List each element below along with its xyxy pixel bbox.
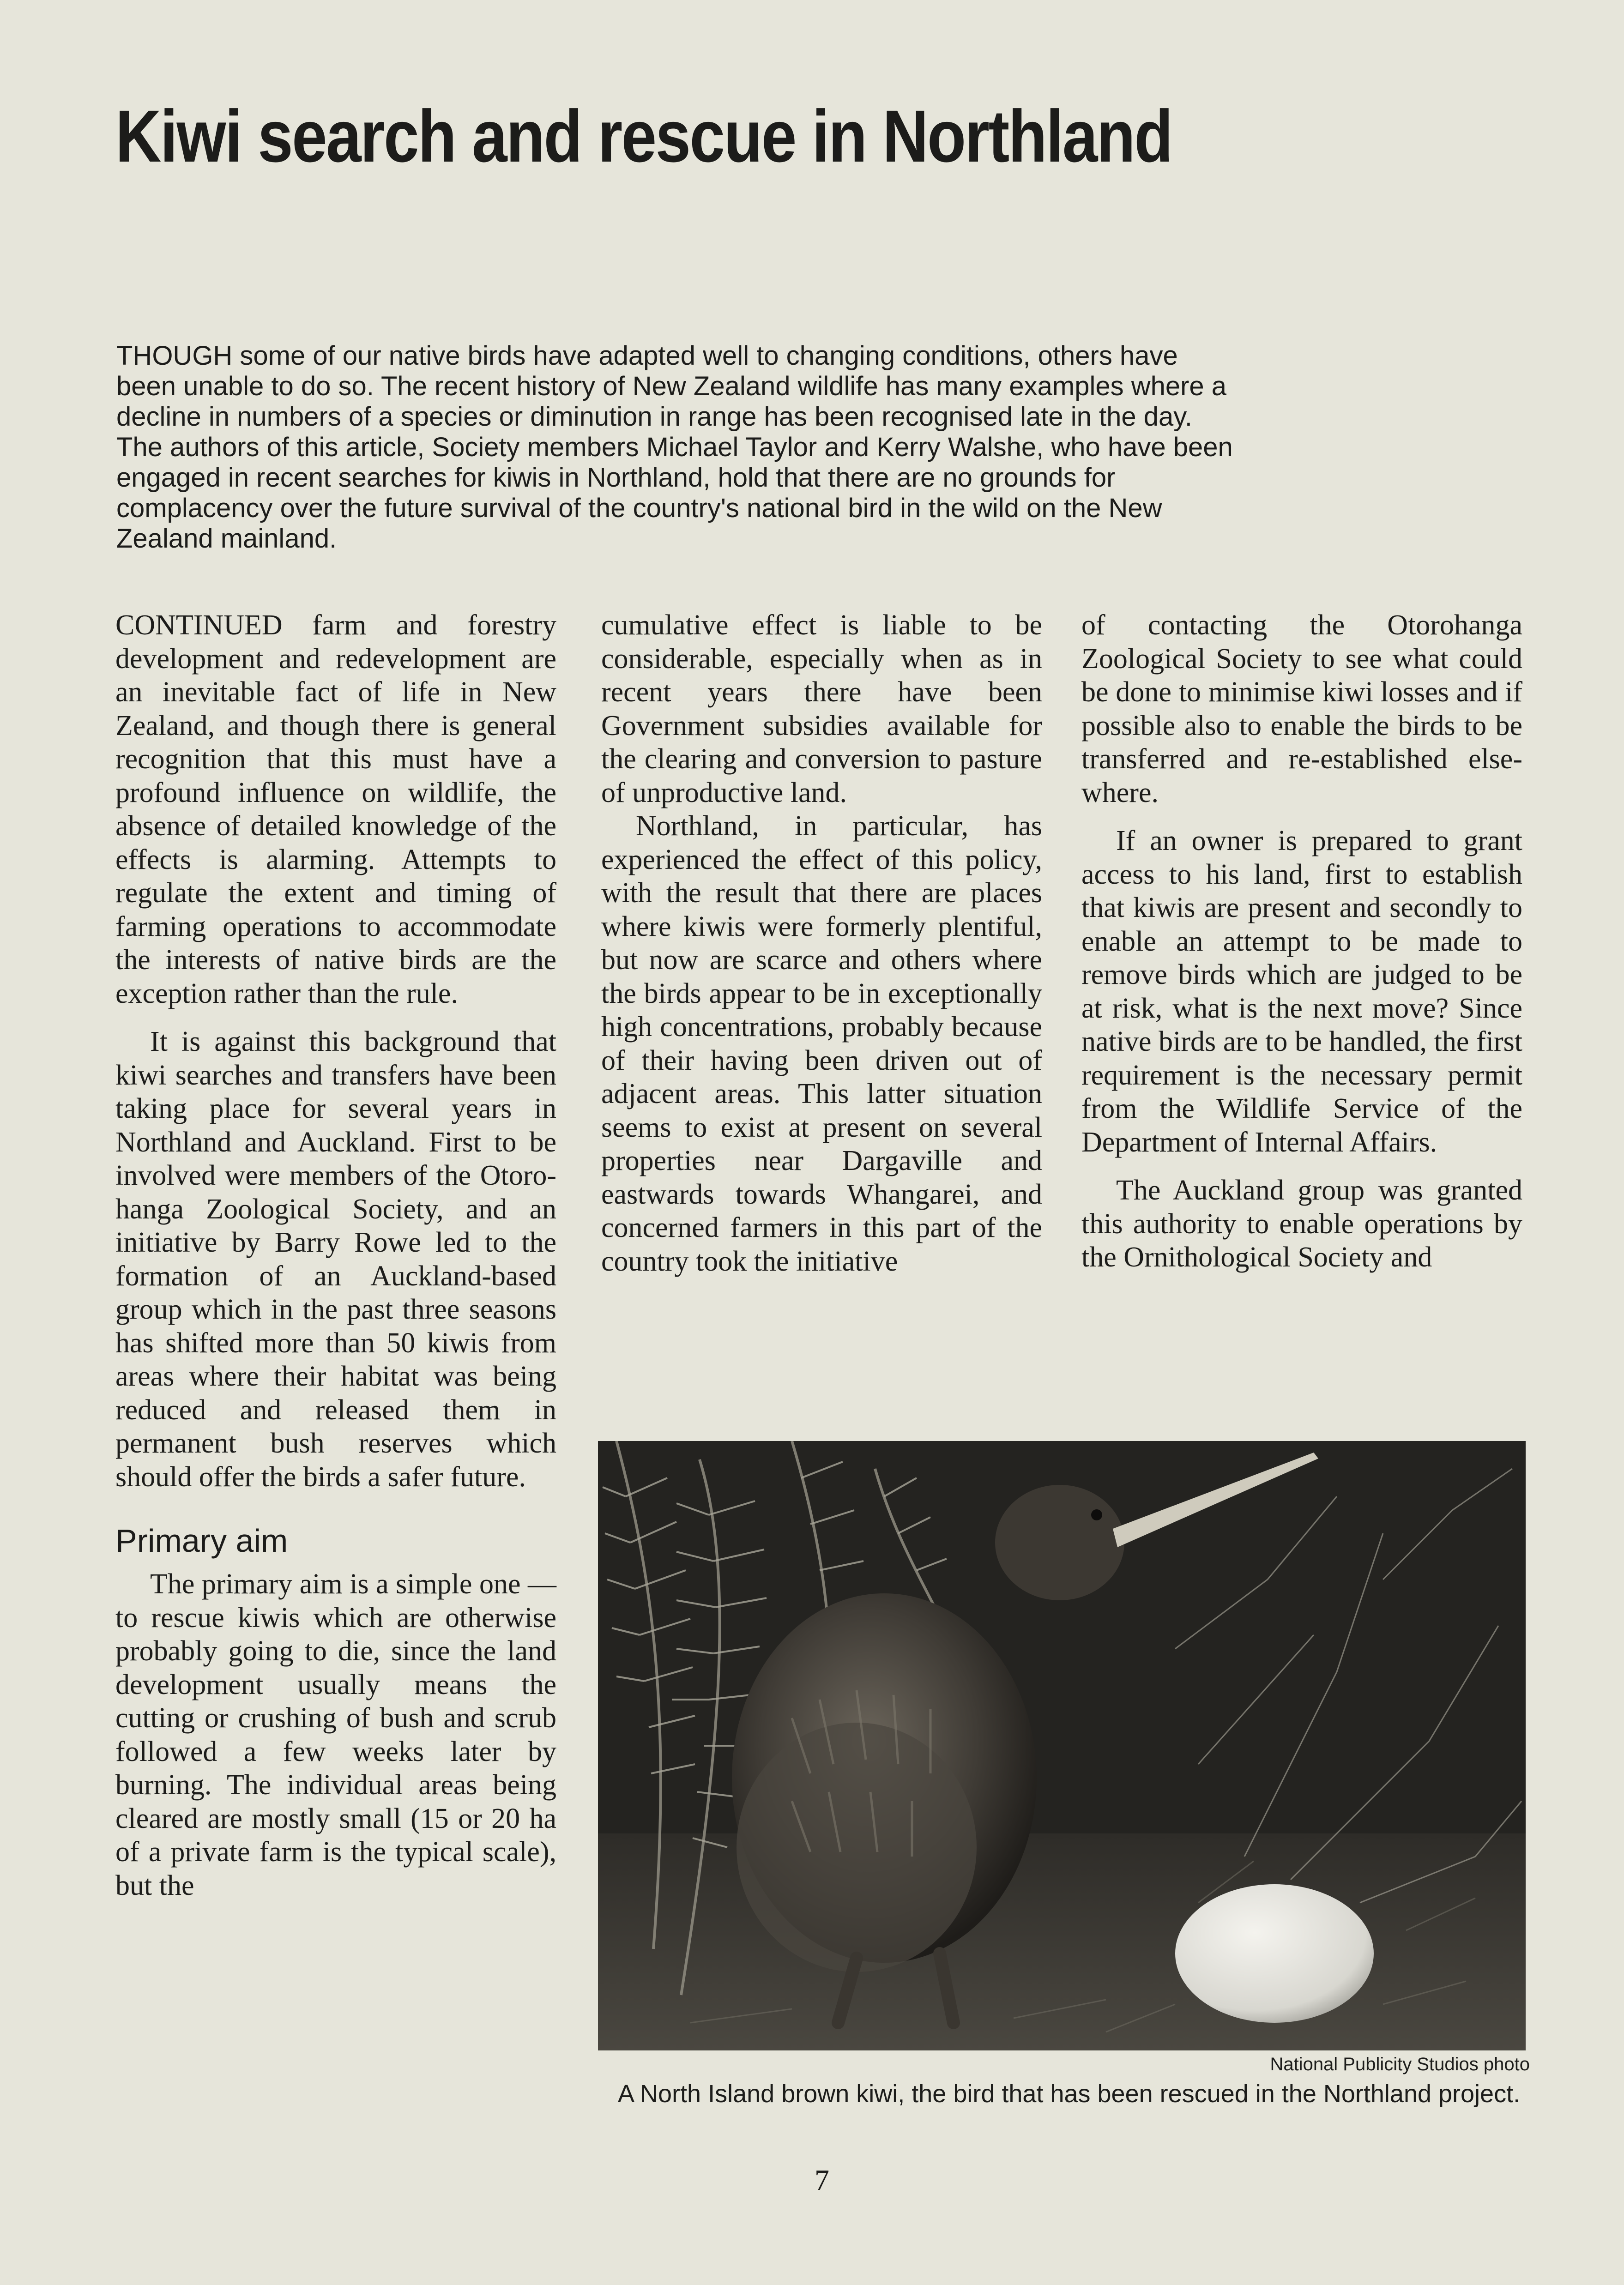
kiwi-illustration <box>598 1441 1526 2050</box>
paragraph: cumulative effect is liable to be considerable, especially when as in recent years there have been Government subsidies available for the clearing and conversion to pasture of unproductive land. <box>601 609 1042 808</box>
kiwi-photo <box>598 1441 1526 2050</box>
photo-credit: National Publicity Studios photo <box>1270 2054 1530 2074</box>
paragraph: The primary aim is a simple one — to rescue kiwis which are otherwise probably going to die, since the land development usually means the cutting or crushing of bush and scrub followed a few weeks later by burning. The individual areas being cleared are mostly small (15 or 20 ha of a private farm is the typical scale), but the <box>115 1568 556 1901</box>
paragraph: The Auckland group was granted this authority to enable operations by the Ornithological Society and <box>1081 1175 1522 1273</box>
body-column-1 <box>115 609 556 1902</box>
paragraph: It is against this background that kiwi searches and transfers have been taking place for several years in Northland and Auckland. First to be involved were members of the Otorohanga Zoological Society, and an initiative by Barry Rowe led to the formation of an Auckland-based group which in the past three seasons has shifted more than 50 kiwis from areas where their habitat was being reduced and released them in permanent bush reserves which should offer the birds a safer future. <box>115 1026 556 1493</box>
paragraph: Northland, in particular, has experienced the effect of this policy, with the result that there are places where kiwis were formerly plentiful, but now are scarce and others where the birds appear to be in exceptionally high concentrations, probably because of their having been driven out of adjacent areas. This latter situation seems to exist at present on several properties near Dargaville and eastwards towards Whangarei, and concerned farmers in this part of the country took the initiative <box>601 810 1042 1277</box>
photo-caption: A North Island brown kiwi, the bird that has been rescued in the Northland project. <box>618 2080 1521 2108</box>
section-heading: Primary aim <box>115 1523 288 1559</box>
body-column-3 <box>1081 609 1522 1274</box>
article-intro: THOUGH some of our native birds have adapted well to changing conditions, others have been unable to do so. The recent history of New Zealand wildlife has many examples where a decline in numbers of a species or diminution in range has been recognised late in the day. The authors of this article, Society members Michael Taylor and Kerry Walshe, who have been engaged in recent searches for kiwis in Northland, hold that there are no grounds for complacency over the future survival of the country's national bird in the wild on the New Zealand mainland. <box>116 341 1233 554</box>
paragraph: of contacting the Otorohanga Zoological Society to see what could be done to minimise kiwi losses and if possible also to enable the birds to be transferred and re-established elsewhere. <box>1081 609 1522 808</box>
body-column-2 <box>601 609 1042 1278</box>
paragraph: If an owner is prepared to grant access to his land, first to establish that kiwis are present and secondly to enable an attempt to be made to remove birds which are judged to be at risk, what is the next move? Since native birds are to be handled, the first requirement is the necessary permit from the Wildlife Service of the Department of Internal Affairs. <box>1081 825 1522 1158</box>
article-title: Kiwi search and rescue in Northland <box>115 95 1172 177</box>
page-number: 7 <box>815 2164 829 2196</box>
paragraph: CONTINUED farm and forestry development and redevelopment are an inevitable fact of life in New Zealand, and though there is general recognition that this must have a profound influence on wildlife, the absence of detailed knowledge of the effects is alarming. Attempts to regulate the extent and timing of farming operations to accommodate the interests of native birds are the exception rather than the rule. <box>115 609 556 1009</box>
